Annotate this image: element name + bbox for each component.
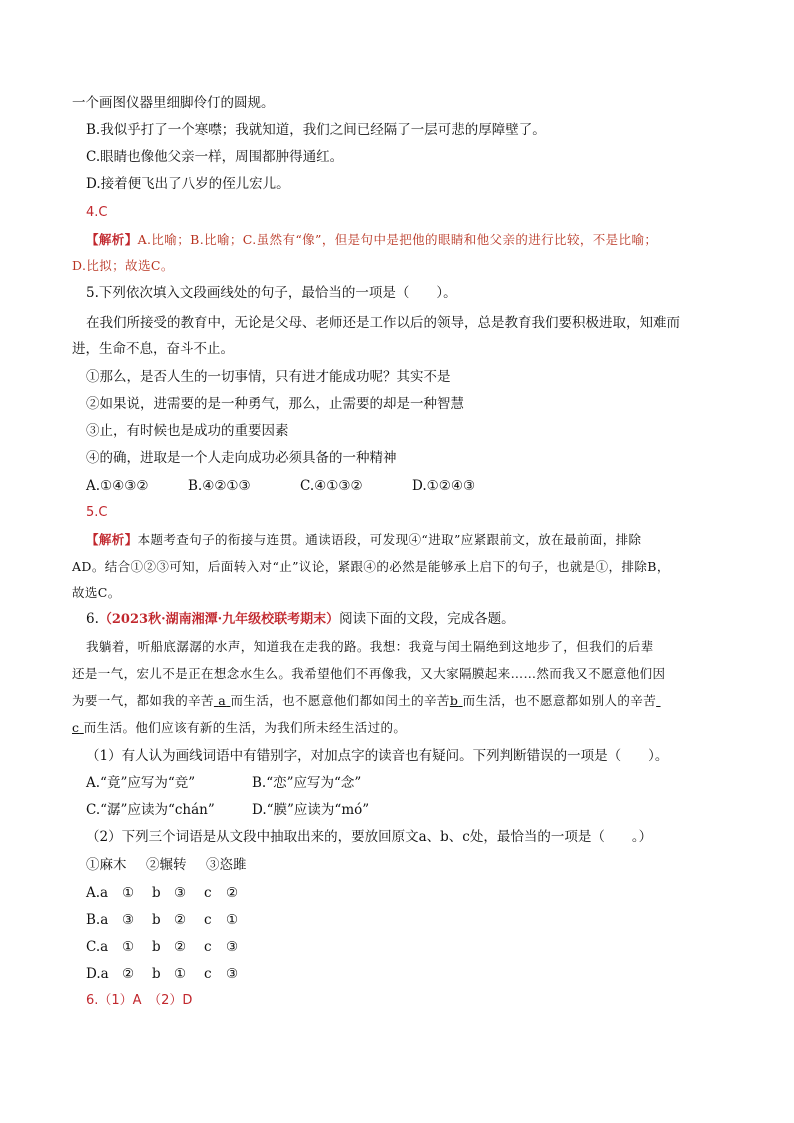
choice-label: C.a bbox=[86, 939, 109, 955]
q5-sentence-2: ②如果说，进需要的是一种勇气，那么，止需要的却是一种智慧 bbox=[86, 396, 464, 412]
q6-choice-b bbox=[86, 910, 238, 930]
q5-option-b: B.④②①③ bbox=[188, 478, 251, 494]
q6-word-list bbox=[86, 855, 247, 875]
q6-choice-d bbox=[86, 964, 238, 984]
choice-value: ① bbox=[122, 939, 135, 955]
q6-stem: 阅读下面的文段，完成各题。 bbox=[339, 611, 515, 627]
q5-paragraph-line1: 在我们所接受的教育中，无论是父母、老师还是工作以后的领导，总是教育我们要积极进取，知难而 bbox=[86, 315, 680, 331]
q6-choice-c bbox=[86, 937, 238, 957]
blank-c-letter: c bbox=[72, 720, 80, 735]
q6-word-1: ①麻木 bbox=[86, 857, 127, 873]
explanation-tag: 【解析】 bbox=[86, 232, 138, 247]
q5-explanation-line3: 故选C。 bbox=[72, 585, 121, 600]
passage-text: 而生活，也不愿意他们都如闰土的辛苦 bbox=[230, 693, 450, 708]
choice-letter: b bbox=[152, 885, 161, 901]
q6-passage-line4 bbox=[72, 718, 406, 738]
q5-explanation-line2: AD。结合①②③可知，后面转入对“止”议论，紧跟④的必然是能够承上启下的句子，也就是①，排除B， bbox=[72, 559, 670, 574]
q5-option-a: A.①④③② bbox=[86, 478, 149, 494]
q5-answer: 5.C bbox=[86, 505, 108, 520]
q6-passage-line3 bbox=[72, 691, 661, 711]
q6-sub1-row1 bbox=[86, 773, 361, 793]
blank-a-letter: a bbox=[218, 693, 227, 708]
q5-paragraph-line2: 进，生命不息，奋斗不止。 bbox=[72, 341, 234, 357]
q5-stem: 5.下列依次填入文段画线处的句子，最恰当的一项是（ ）。 bbox=[86, 285, 457, 301]
choice-value: ③ bbox=[122, 912, 135, 928]
q5-options bbox=[86, 476, 475, 496]
q6-sub1-option-a: A.“竟”应写为“竞” bbox=[86, 775, 196, 791]
q6-sub1-row2 bbox=[86, 800, 369, 820]
q5-explanation-line1 bbox=[86, 530, 641, 550]
q6-word-2: ②辗转 bbox=[146, 857, 187, 873]
q6-passage-line1: 我躺着，听船底潺潺的水声，知道我在走我的路。我想：我竟与闰土隔绝到这地步了，但我们的后辈 bbox=[86, 639, 654, 654]
choice-value: ① bbox=[122, 885, 135, 901]
blank-a bbox=[214, 693, 231, 708]
q6-sub1-option-d: D.“膜”应读为“mó” bbox=[252, 802, 370, 818]
choice-value: ③ bbox=[226, 966, 239, 982]
blank-c bbox=[72, 720, 84, 735]
passage-text: 而生活，也不愿意都如别人的辛苦 bbox=[462, 693, 657, 708]
q4-option-a-tail: 一个画图仪器里细脚伶仃的圆规。 bbox=[72, 95, 275, 111]
q6-passage-line2: 还是一气，宏儿不是正在想念水生么。我希望他们不再像我，又大家隔膜起来……然而我又不愿意他们因 bbox=[72, 666, 666, 681]
q4-option-b: B.我似乎打了一个寒噤；我就知道，我们之间已经隔了一层可悲的厚障壁了。 bbox=[86, 122, 546, 138]
q5-sentence-4: ④的确，进取是一个人走向成功必须具备的一种精神 bbox=[86, 450, 397, 466]
q6-sub1-option-b: B.“恋”应写为“念” bbox=[252, 775, 362, 791]
q5-sentence-1: ①那么，是否人生的一切事情，只有进才能成功呢？其实不是 bbox=[86, 369, 451, 385]
choice-label: A.a bbox=[86, 885, 109, 901]
q6-word-3: ③恣雎 bbox=[206, 857, 247, 873]
choice-letter: c bbox=[204, 912, 212, 928]
choice-label: D.a bbox=[86, 966, 109, 982]
q6-sub1-option-c: C.“潺”应读为“chán” bbox=[86, 802, 215, 818]
q5-explanation-text: 本题考查句子的衔接与连贯。通读语段，可发现④“进取”应紧跟前文，放在最前面，排除 bbox=[137, 532, 642, 547]
choice-value: ③ bbox=[174, 885, 187, 901]
choice-letter: b bbox=[152, 939, 161, 955]
q4-explanation-line2: D.比拟；故选C。 bbox=[72, 258, 174, 273]
choice-value: ② bbox=[226, 885, 239, 901]
choice-value: ① bbox=[174, 966, 187, 982]
q5-option-c: C.④①③② bbox=[300, 478, 363, 494]
q6-heading bbox=[86, 609, 515, 630]
choice-letter: b bbox=[152, 966, 161, 982]
q6-sub2-stem: （2）下列三个词语是从文段中抽取出来的，要放回原文a、b、c处，最恰当的一项是（ 。） bbox=[86, 829, 653, 845]
q6-choice-a bbox=[86, 883, 238, 903]
passage-text: 而生活。他们应该有新的生活，为我们所未经生活过的。 bbox=[83, 720, 407, 735]
q6-source: （2023秋·湖南湘潭·九年级校联考期末） bbox=[98, 612, 340, 627]
choice-value: ① bbox=[226, 912, 239, 928]
choice-value: ③ bbox=[226, 939, 239, 955]
q4-option-d: D.接着便飞出了八岁的侄儿宏儿。 bbox=[86, 176, 290, 192]
passage-text: 为要一气，都如我的辛苦 bbox=[72, 693, 214, 708]
choice-letter: c bbox=[204, 966, 212, 982]
choice-letter: c bbox=[204, 885, 212, 901]
q4-explanation-text: A.比喻；B.比喻；C.虽然有“像”，但是句中是把他的眼睛和他父亲的进行比较，不是比喻； bbox=[137, 232, 658, 247]
choice-letter: c bbox=[204, 939, 212, 955]
q5-option-d: D.①②④③ bbox=[412, 478, 476, 494]
blank-b-letter: b bbox=[449, 693, 459, 708]
q6-number: 6. bbox=[86, 611, 99, 627]
q4-answer: 4.C bbox=[86, 205, 108, 220]
blank-c-start bbox=[656, 693, 660, 708]
q5-sentence-3: ③止，有时候也是成功的重要因素 bbox=[86, 423, 289, 439]
q4-explanation-line1 bbox=[86, 230, 657, 250]
choice-value: ② bbox=[174, 912, 187, 928]
q6-answer: 6.（1）A （2）D bbox=[86, 993, 193, 1008]
choice-value: ② bbox=[174, 939, 187, 955]
q4-option-c: C.眼睛也像他父亲一样，周围都肿得通红。 bbox=[86, 149, 344, 165]
blank-b bbox=[450, 693, 463, 708]
choice-label: B.a bbox=[86, 912, 109, 928]
explanation-tag: 【解析】 bbox=[86, 532, 138, 547]
choice-value: ② bbox=[122, 966, 135, 982]
q6-sub1-stem: （1）有人认为画线词语中有错别字，对加点字的读音也有疑问。下列判断错误的一项是（ ）。 bbox=[86, 748, 669, 764]
choice-letter: b bbox=[152, 912, 161, 928]
